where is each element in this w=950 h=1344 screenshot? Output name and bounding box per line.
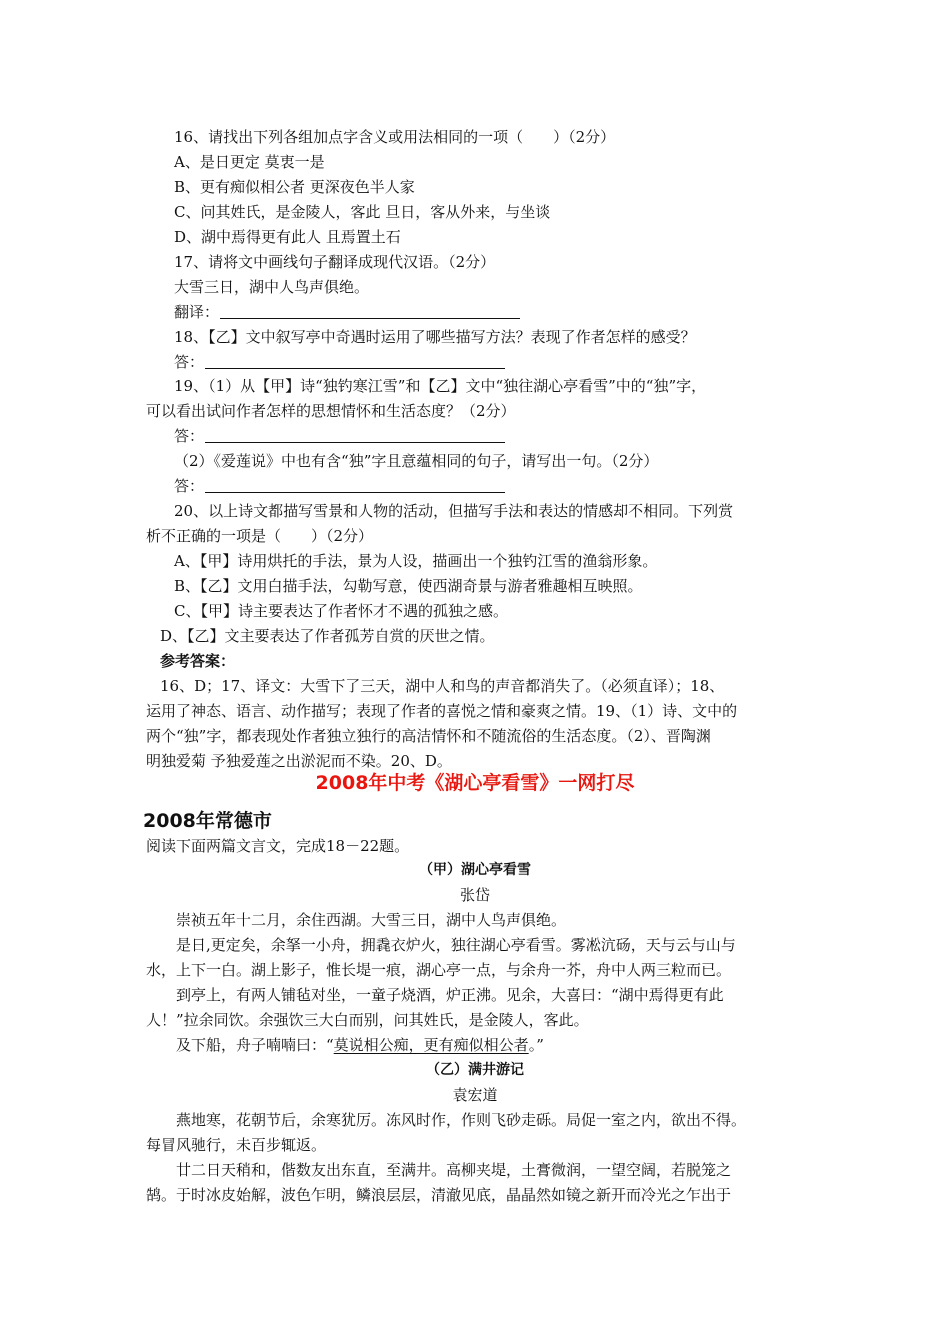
answers-label: 参考答案：: [160, 652, 236, 670]
answers-line-3: 两个“独”字，都表现处作者独立独行的高洁情怀和不随流俗的生活态度。（2）、晋陶渊: [146, 727, 711, 745]
q19-part2: （2）《爱莲说》中也有含“独”字且意蕴相同的句子，请写出一句。（2分）: [174, 452, 659, 470]
answers-line-2: 运用了神态、语言、动作描写；表现了作者的喜悦之情和豪爽之情。19、（1）诗、文中的: [146, 702, 738, 720]
q17-answer-blank[interactable]: [220, 318, 520, 319]
q19-answer-blank-1[interactable]: [205, 442, 505, 443]
q18-answer-blank[interactable]: [205, 368, 505, 369]
section-title: 2008年中考《湖心亭看雪》一网打尽: [315, 772, 635, 794]
text-b-p1-line1: 燕地寒，花朝节后，余寒犹厉。冻风时作，作则飞砂走砾。局促一室之内，欲出不得。: [176, 1111, 747, 1129]
text-a-p2-line2: 水，上下一白。湖上影子，惟长堤一痕，湖心亭一点，与余舟一芥，舟中人两三粒而已。: [146, 961, 732, 979]
q19-answer-blank-2[interactable]: [205, 492, 505, 493]
q19-stem-line1: 19、（1）从【甲】诗“独钓寒江雪”和【乙】文中“独往湖心亭看雪”中的“独”字，: [174, 377, 707, 395]
q20-option-b: B、【乙】文用白描手法，勾勒写意，使西湖奇景与游者雅趣相互映照。: [174, 577, 643, 595]
q17-stem: 17、请将文中画线句子翻译成现代汉语。（2分）: [174, 253, 496, 271]
q18-stem: 18、【乙】文中叙写亭中奇遇时运用了哪些描写方法？表现了作者怎样的感受？: [174, 328, 696, 346]
q16-option-d: D、湖中焉得更有此人 且焉置土石: [174, 228, 401, 246]
reading-intro: 阅读下面两篇文言文，完成18－22题。: [146, 837, 410, 855]
q20-option-d: D、【乙】文主要表达了作者孤芳自赏的厌世之情。: [160, 627, 495, 645]
q16-option-b: B、更有痴似相公者 更深夜色半人家: [174, 178, 415, 196]
q18-answer-label: 答：: [174, 353, 205, 371]
text-b-title: （乙）满井游记: [426, 1062, 524, 1078]
text-a-p4-prefix: 及下船，舟子喃喃曰：“: [176, 1036, 334, 1054]
answers-line-4: 明独爱菊 予独爱莲之出淤泥而不染。20、D。: [146, 752, 452, 770]
text-b-p2-line2: 鹄。于时冰皮始解，波色乍明，鳞浪层层，清澈见底，晶晶然如镜之新开而冷光之乍出于: [146, 1186, 732, 1204]
answers-line-1: 16、D；17、译文：大雪下了三天，湖中人和鸟的声音都消失了。（必须直译）；18、: [160, 677, 725, 695]
q17-sentence: 大雪三日，湖中人鸟声俱绝。: [174, 278, 370, 296]
text-b-p1-line2: 每冒风驰行，未百步辄返。: [146, 1136, 327, 1154]
text-a-p2-line1: 是日,更定矣，余拏一小舟，拥毳衣炉火，独往湖心亭看雪。雾凇沆砀，天与云与山与: [176, 936, 736, 954]
text-b-p2-line1: 廿二日天稍和，偕数友出东直，至满井。高柳夹堤，土膏微润，一望空阔，若脱笼之: [176, 1161, 732, 1179]
text-b-author: 袁宏道: [452, 1086, 498, 1104]
q20-option-c: C、【甲】诗主要表达了作者怀才不遇的孤独之感。: [174, 602, 508, 620]
q20-stem-line2: 析不正确的一项是（ ）（2分）: [146, 527, 374, 545]
text-a-title: （甲）湖心亭看雪: [419, 862, 531, 878]
text-a-p1: 崇祯五年十二月，余住西湖。大雪三日，湖中人鸟声俱绝。: [176, 911, 567, 929]
q19-answer-label-2: 答：: [174, 477, 205, 495]
q19-stem-line2: 可以看出试问作者怎样的思想情怀和生活态度？（2分）: [146, 402, 516, 420]
text-a-underlined-sentence: 莫说相公痴，更有痴似相公者: [333, 1036, 529, 1054]
q16-stem: 16、请找出下列各组加点字含义或用法相同的一项（ ）（2分）: [174, 128, 616, 146]
q20-stem-line1: 20、以上诗文都描写雪景和人物的活动，但描写手法和表达的情感却不相同。下列赏: [174, 502, 734, 520]
q19-answer-label-1: 答：: [174, 427, 205, 445]
text-a-p4: [176, 1033, 544, 1057]
q17-answer-label: 翻译：: [174, 303, 220, 321]
city-heading: 2008年常德市: [143, 810, 272, 832]
text-a-author: 张岱: [459, 886, 490, 904]
text-a-p3-line1: 到亭上，有两人铺毡对坐，一童子烧酒，炉正沸。见余，大喜曰：“湖中焉得更有此: [176, 986, 724, 1004]
q20-option-a: A、【甲】诗用烘托的手法，景为人设，描画出一个独钓江雪的渔翁形象。: [174, 552, 658, 570]
text-a-p4-suffix: 。”: [528, 1036, 544, 1054]
q16-option-a: A、是日更定 莫衷一是: [174, 153, 325, 171]
q16-option-c: C、问其姓氏，是金陵人，客此 旦日，客从外来，与坐谈: [174, 203, 551, 221]
text-a-p3-line2: 人！”拉余同饮。余强饮三大白而别，问其姓氏，是金陵人，客此。: [146, 1011, 589, 1029]
